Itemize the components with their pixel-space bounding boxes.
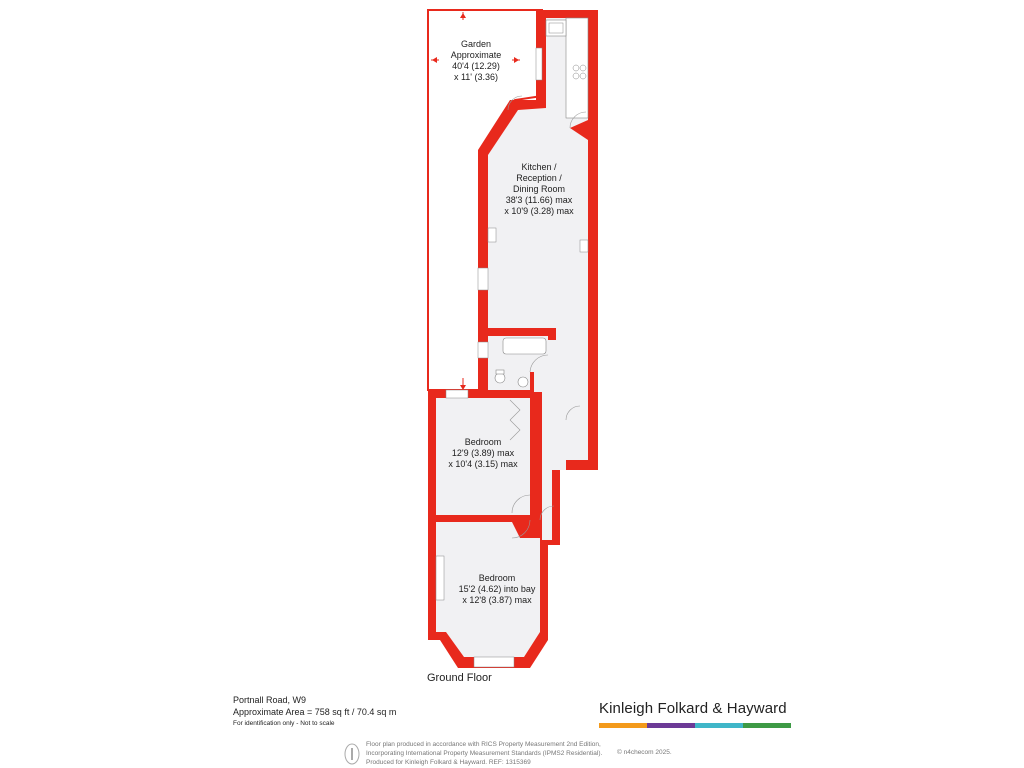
garden-line1: Approximate [450,50,502,60]
footer-line3: Produced for Kinleigh Folkard & Hayward. REF: 1315369 [366,759,531,766]
brand-bar-green [743,723,791,728]
bedroom2-name: Bedroom [478,573,516,583]
kitchen-line1: Reception / [516,173,562,183]
garden-line2: 40'4 (12.29) [452,61,500,71]
bedroom1-name: Bedroom [464,437,502,447]
bedroom1-line2: x 10'4 (3.15) max [448,459,518,469]
address-note: For identification only - Not to scale [233,720,335,727]
brand-color-bar [599,723,791,728]
brand-bar-orange [599,723,647,728]
floor-label: Ground Floor [427,672,492,684]
kitchen-line2: Dining Room [512,184,566,194]
garden-line3: x 11' (3.36) [453,72,499,82]
brand-bar-purple [647,723,695,728]
address-street: Portnall Road, W9 [233,695,307,705]
brand-bar-teal [695,723,743,728]
rics-icon [344,743,360,765]
footer-block [366,740,602,767]
brand-name: Kinleigh Folkard & Hayward [599,700,787,717]
footer-line2: Incorporating International Property Measurement Standards (IPMS2 Residential). [366,750,603,757]
footer-line1: Floor plan produced in accordance with RICS Property Measurement 2nd Edition, [366,741,601,748]
footer-copyright: © n4checom 2025. [617,749,672,756]
bedroom1-line1: 12'9 (3.89) max [451,448,515,458]
bedroom2-line2: x 12'8 (3.87) max [462,595,532,605]
kitchen-name: Kitchen / [521,162,557,172]
kitchen-line4: x 10'9 (3.28) max [504,206,574,216]
kitchen-line3: 38'3 (11.66) max [505,195,573,205]
garden-name: Garden [460,39,492,49]
bedroom2-line1: 15'2 (4.62) into bay [458,584,536,594]
address-block [233,694,396,730]
address-area: Approximate Area = 758 sq ft / 70.4 sq m [233,707,397,717]
